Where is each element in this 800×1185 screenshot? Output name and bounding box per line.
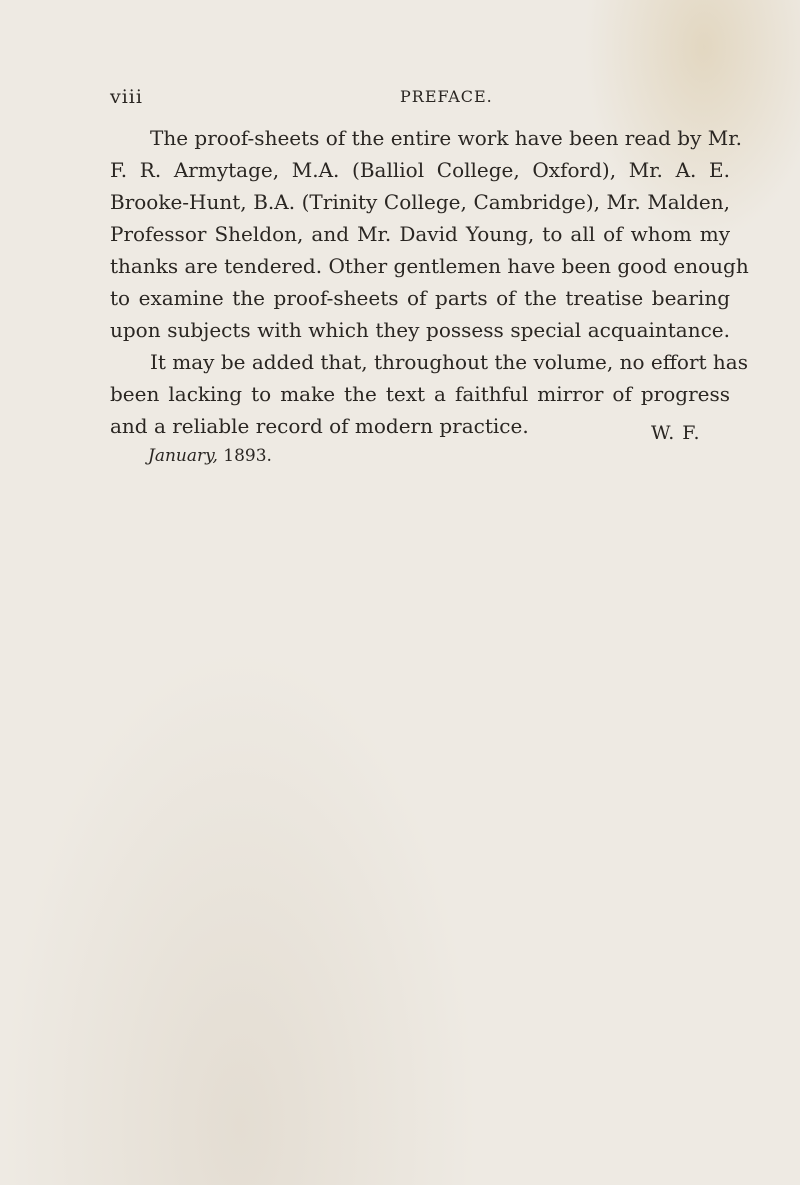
date-year: 1893. xyxy=(223,446,272,466)
text-line: thanks are tendered. Other gentlemen have been good enough xyxy=(110,254,749,278)
signature: W. F. xyxy=(651,422,701,444)
text-line: F. R. Armytage, M.A. (Balliol College, Oxford), Mr. A. E. xyxy=(110,158,730,182)
text-line: to examine the proof-sheets of parts of the treatise bearing xyxy=(110,286,730,310)
text-line: upon subjects with which they possess special acquaintance. xyxy=(110,318,730,342)
text-line: and a reliable record of modern practice. xyxy=(110,414,529,438)
text-line: been lacking to make the text a faithful mirror of progress xyxy=(110,382,730,406)
text-line: It may be added that, throughout the volume, no effort has xyxy=(150,350,748,374)
text-line: Brooke-Hunt, B.A. (Trinity College, Cambridge), Mr. Malden, xyxy=(110,190,730,214)
running-head: PREFACE. xyxy=(400,87,493,106)
page-header xyxy=(110,86,730,110)
page-number: viii xyxy=(110,86,143,108)
date-month: January, xyxy=(148,446,218,466)
date-line xyxy=(148,446,272,466)
text-line: Professor Sheldon, and Mr. David Young, to all of whom my xyxy=(110,222,730,246)
text-line: The proof-sheets of the entire work have been read by Mr. xyxy=(150,126,742,150)
